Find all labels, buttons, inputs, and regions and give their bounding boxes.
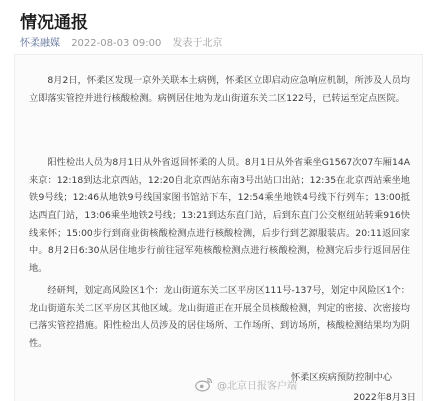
notice-paragraph-2: 阳性检出人员为8月1日从外省返回怀柔的人员。8月1日从外省乘坐G1567次07车厢14A来京：12:18到达北京西站，12:20自北京西站东南3号出站口出站；12:35在北京西站乘坐地铁9号线；12:46从地铁9号线国家图书馆站下车，12:54乘坐地铁4号线下行列车；13:00抵达西直门站，13:06乘坐地铁2号线；13:21到达东直门站，后到东直门公交枢纽站转乘916快线来怀；15:00步行到商业街核酸检测点进行核酸检测，后步行到艺源服装店。20:11返回家中。8月2日6:30从居住地步行前往冠军苑核酸检测点进行核酸检测，检测完后步行返回居住地。	[29, 157, 410, 274]
notice-paragraph-1: 8月2日，怀柔区发现一京外关联本土病例，怀柔区立即启动应急响应机制，所涉及人员均立即落实管控并进行核酸检测。病例居住地为龙山街道东关二区122号，已转运至定点医院。	[29, 75, 410, 104]
weibo-icon	[195, 377, 213, 392]
publish-datetime: 2022-08-03 09:00	[71, 38, 162, 49]
issuing-organization: 怀柔区疾病预防控制中心	[290, 372, 392, 383]
notice-paragraph-3: 经研判，划定高风险区1个：龙山街道东关二区平房区111号-137号，划定中风险区1个：龙山街道东关二区平房区其他区域。龙山街道正在开展全员核酸检测，判定的密接、次密接均已落实管控措施。阳性检出人员涉及的居住场所、工作场所、到访场所，核酸检测结果均为阴性。	[29, 285, 410, 349]
article-meta	[20, 34, 223, 49]
notice-image	[14, 54, 423, 401]
watermark-text: @北京日报客户端	[217, 381, 297, 392]
notice-date: 2022年8月3日	[353, 392, 416, 401]
publish-location: 发表于北京	[172, 38, 223, 49]
source-account-link[interactable]: 怀柔融媒	[20, 38, 60, 49]
article-title: 情况通报	[20, 13, 88, 33]
watermark	[195, 377, 297, 392]
